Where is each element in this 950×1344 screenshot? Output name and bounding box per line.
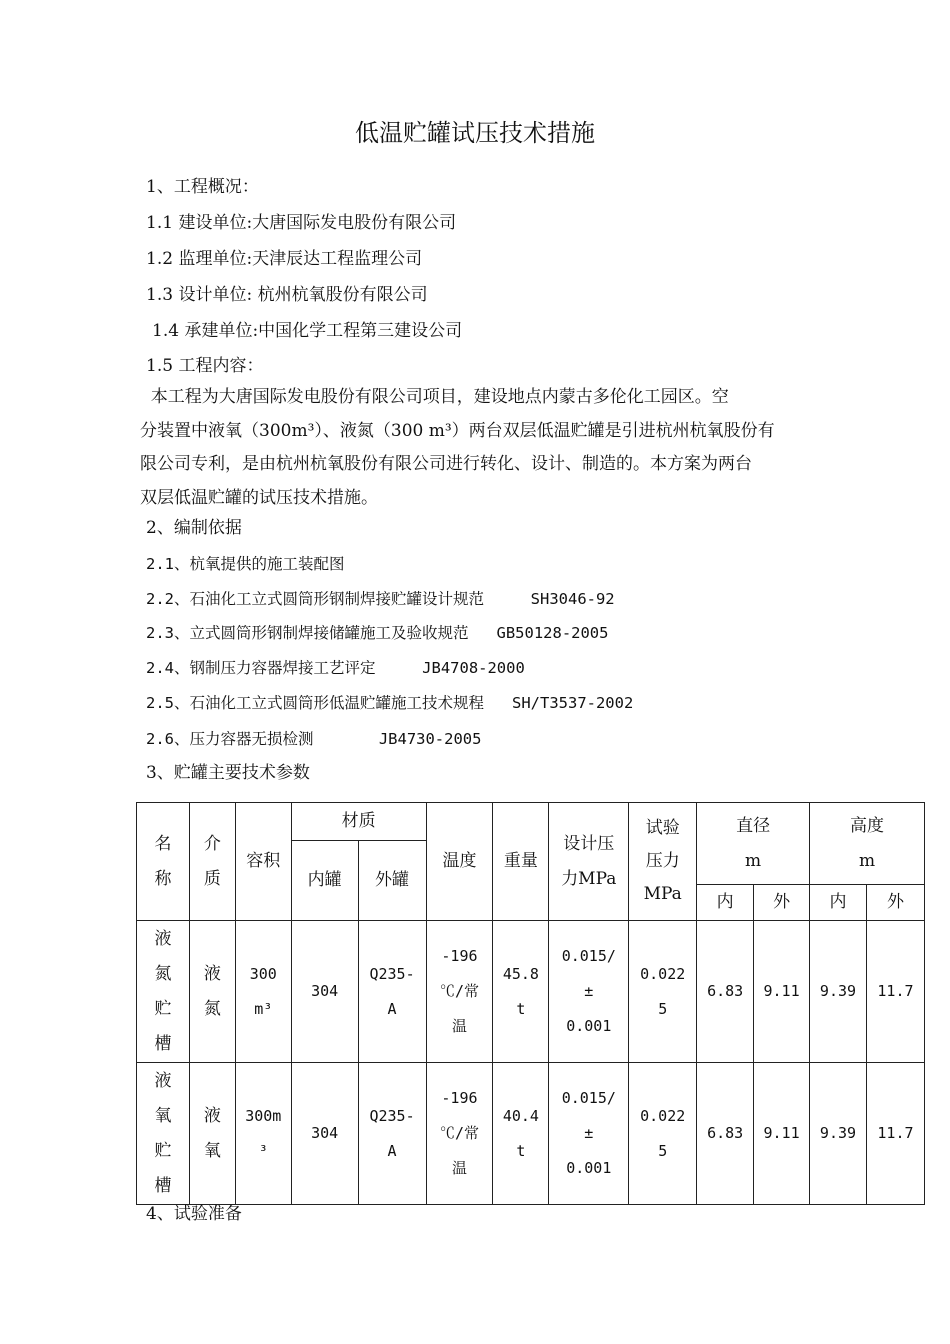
basis-item: 2.4、钢制压力容器焊接工艺评定 JB4708-2000 <box>146 659 525 677</box>
cell-outer-material: Q235- A <box>358 1063 426 1205</box>
cell-inner-material: 304 <box>291 1063 358 1205</box>
cell-diameter-outer: 9.11 <box>754 1063 810 1205</box>
cell-temperature: -196 ℃/常 温 <box>426 921 493 1063</box>
cell-weight: 45.8 t <box>493 921 549 1063</box>
project-content-heading: 1.5 工程内容： <box>146 356 264 376</box>
basis-item: 2.1、杭氧提供的施工装配图 <box>146 555 345 573</box>
project-description-line: 分装置中液氧（300m³）、液氮（300 m³）两台双层低温贮罐是引进杭州杭氧股份有 <box>140 420 775 441</box>
header-diameter-inner: 内 <box>697 885 754 921</box>
cell-volume: 300m ³ <box>235 1063 291 1205</box>
section2-heading: 2、编制依据 <box>146 518 242 538</box>
header-height-outer: 外 <box>866 885 924 921</box>
basis-item: 2.5、石油化工立式圆筒形低温贮罐施工技术规程 SH/T3537-2002 <box>146 694 634 712</box>
supervisor-unit: 1.2 监理单位:天津辰达工程监理公司 <box>146 249 423 269</box>
cell-height-inner: 9.39 <box>810 1063 867 1205</box>
cell-inner-material: 304 <box>291 921 358 1063</box>
cell-test-pressure: 0.022 5 <box>629 1063 697 1205</box>
basis-item: 2.6、压力容器无损检测 JB4730-2005 <box>146 730 482 748</box>
header-material: 材质 <box>291 803 426 841</box>
tank-parameters-table <box>136 802 925 1205</box>
header-diameter-outer: 外 <box>754 885 810 921</box>
header-height: 高度 m <box>810 803 925 885</box>
header-design-pressure: 设计压 力MPa <box>549 803 629 921</box>
cell-weight: 40.4 t <box>493 1063 549 1205</box>
project-description-line: 本工程为大唐国际发电股份有限公司项目，建设地点内蒙古多伦化工园区。空 <box>140 387 729 407</box>
section1-heading: 1、工程概况： <box>146 177 259 197</box>
basis-item: 2.2、石油化工立式圆筒形钢制焊接贮罐设计规范 SH3046-92 <box>146 590 615 608</box>
cell-medium: 液 氧 <box>189 1063 235 1205</box>
cell-volume: 300 m³ <box>235 921 291 1063</box>
header-medium: 介 质 <box>189 803 235 921</box>
basis-item: 2.3、立式圆筒形钢制焊接储罐施工及验收规范 GB50128-2005 <box>146 624 609 642</box>
section4-heading: 4、试验准备 <box>146 1204 242 1224</box>
cell-height-outer: 11.7 <box>866 1063 924 1205</box>
header-name: 名 称 <box>137 803 190 921</box>
header-temperature: 温度 <box>426 803 493 921</box>
table-row <box>137 1063 925 1205</box>
cell-temperature: -196 ℃/常 温 <box>426 1063 493 1205</box>
document-title: 低温贮罐试压技术措施 <box>355 119 595 147</box>
section3-heading: 3、贮罐主要技术参数 <box>146 763 310 783</box>
cell-design-pressure: 0.015/ ± 0.001 <box>549 921 629 1063</box>
header-volume: 容积 <box>235 803 291 921</box>
header-outer-tank: 外罐 <box>358 841 426 921</box>
builder-unit: 1.1 建设单位:大唐国际发电股份有限公司 <box>146 213 457 233</box>
cell-medium: 液 氮 <box>189 921 235 1063</box>
cell-test-pressure: 0.022 5 <box>629 921 697 1063</box>
cell-name: 液 氮 贮 槽 <box>137 921 190 1063</box>
header-height-inner: 内 <box>810 885 867 921</box>
header-diameter: 直径 m <box>697 803 810 885</box>
cell-name: 液 氧 贮 槽 <box>137 1063 190 1205</box>
project-description-line: 双层低温贮罐的试压技术措施。 <box>140 487 378 508</box>
header-test-pressure: 试验 压力 MPa <box>629 803 697 921</box>
table-row <box>137 921 925 1063</box>
cell-design-pressure: 0.015/ ± 0.001 <box>549 1063 629 1205</box>
header-weight: 重量 <box>493 803 549 921</box>
cell-diameter-outer: 9.11 <box>754 921 810 1063</box>
cell-height-outer: 11.7 <box>866 921 924 1063</box>
cell-diameter-inner: 6.83 <box>697 921 754 1063</box>
contractor-unit: 1.4 承建单位:中国化学工程第三建设公司 <box>152 321 463 341</box>
cell-outer-material: Q235- A <box>358 921 426 1063</box>
header-inner-tank: 内罐 <box>291 841 358 921</box>
project-description-line: 限公司专利，是由杭州杭氧股份有限公司进行转化、设计、制造的。本方案为两台 <box>140 454 752 474</box>
cell-height-inner: 9.39 <box>810 921 867 1063</box>
project-description <box>140 381 810 515</box>
cell-diameter-inner: 6.83 <box>697 1063 754 1205</box>
design-unit: 1.3 设计单位: 杭州杭氧股份有限公司 <box>146 285 428 305</box>
